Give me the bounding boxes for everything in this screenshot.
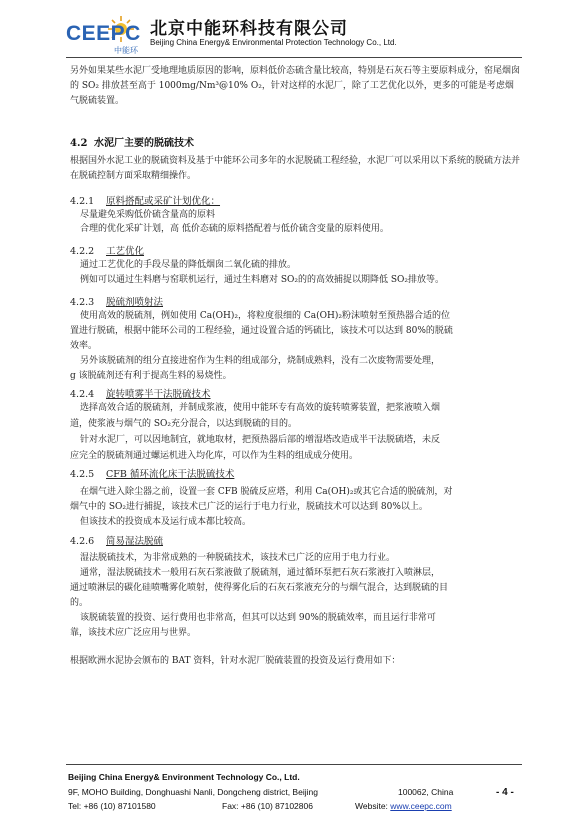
subsection-title: 工艺优化 (106, 246, 145, 257)
website-link[interactable]: www.ceepc.com (390, 801, 452, 811)
intro-paragraph: 另外如果某些水泥厂受地理地质原因的影响，原料低价态硫含量比较高，特别是石灰石等主要原料成分，窑尾烟囱的 SO₂ 排放甚至高于 1000mg/Nm³@10% O₂，针对这样的水泥厂，除了工艺优化以外，更多的可能是考虑烟气脱硫装置。 (70, 66, 521, 106)
subsection-heading (70, 386, 211, 400)
subsection-title: 旋转喷雾半干法脱硫技术 (106, 389, 211, 400)
text-line: 的。 (70, 598, 89, 608)
subsection-number: 4.2.3 (70, 297, 95, 308)
text-line: 道，使浆液与烟气的 SO₂充分混合，以达到脱硫的目的。 (70, 419, 298, 429)
subsection-title: 原料搭配或采矿计划优化： (106, 196, 221, 207)
text-line: 选择高效合适的脱硫剂，并制成浆液，使用中能环专有高效的旋转喷雾装置，把浆液喷入烟 (80, 403, 441, 413)
subsection-number: 4.2.1 (70, 196, 95, 207)
subsection-number: 4.2.6 (70, 536, 95, 547)
text-line: 例如可以通过生料磨与窑联机运行，通过生料磨对 SO₂的的高效捕捉以期降低 SO₂排放等。 (80, 275, 445, 285)
logo-text: CEEPC (66, 22, 141, 45)
section-title: 水泥厂主要的脱硫技术 (94, 138, 194, 149)
footer-address: 9F, MOHO Building, Donghuashi Nanli, Dongcheng district, Beijing (68, 787, 318, 797)
subsection-title: 脱硫剂喷射法 (106, 297, 164, 308)
closing-line: 根据欧洲水泥协会颁布的 BAT 资料，针对水泥厂脱硫装置的投资及运行费用如下： (70, 656, 401, 666)
subsection-heading (70, 294, 163, 308)
subsection-heading (70, 243, 144, 257)
footer-divider (66, 764, 522, 765)
text-line: 烟气中的 SO₂进行捕捉，该技术已广泛的运行于电力行业，脱硫技术可以达到 80%以上。 (70, 502, 428, 512)
subsection-heading (70, 193, 220, 207)
company-name-en: Beijing China Energy& Environmental Protection Technology Co., Ltd. (150, 38, 397, 47)
text-line: 该脱硫装置的投资、运行费用也非常高，但其可以达到 90%的脱硫效率，而且运行非常可 (80, 613, 436, 623)
subsection-heading (70, 533, 163, 547)
page-number: - 4 - (496, 787, 514, 798)
text-line: 通过喷淋层的碳化硅喷嘴雾化喷射，使得雾化后的石灰石浆液充分的与烟气混合，达到脱硫的目 (70, 583, 449, 593)
text-line: 但该技术的投资成本及运行成本都比较高。 (80, 517, 252, 527)
footer-postal: 100062, China (398, 787, 454, 797)
text-line: 针对水泥厂，可以因地制宜，就地取材，把预热器后部的增湿塔改造成半干法脱硫塔，未反 (80, 435, 441, 445)
text-line: 合理的优化采矿计划，高 低价态硫的原料搭配着与低价硫含变量的原料使用。 (80, 224, 389, 234)
text-line: 尽量避免采购低价硫含量高的原料 (80, 210, 216, 220)
section-number: 4.2 (70, 138, 88, 149)
subsection-title: 简易湿法脱硫 (106, 536, 164, 547)
subsection-heading (70, 466, 234, 480)
text-line: g 该脱硫剂还有利于提高生料的易烧性。 (70, 371, 232, 381)
text-line: 置进行脱硫，根据中能环公司的工程经验，通过设置合适的钙硫比，该技术可以达到 80%的脱硫 (70, 326, 453, 336)
subsection-number: 4.2.5 (70, 469, 95, 480)
company-name-cn: 北京中能环科技有限公司 (150, 19, 348, 39)
footer-fax: Fax: +86 (10) 87102806 (222, 801, 313, 811)
website-label: Website: (355, 801, 388, 811)
text-line: 使用高效的脱硫剂，例如使用 Ca(OH)₂，将粒度很细的 Ca(OH)₂粉沫喷射至预热器合适的位 (80, 311, 450, 321)
section-intro: 根据国外水泥工业的脱硫资料及基于中能环公司多年的水泥脱硫工程经验，水泥厂可以采用以下系统的脱硫方法并在脱硫控制方面采取精细操作。 (70, 156, 521, 181)
section-heading (70, 134, 194, 149)
subsection-title: CFB 循环流化床干法脱硫技术 (106, 469, 235, 480)
footer-website (355, 801, 452, 811)
footer-tel: Tel: +86 (10) 87101580 (68, 801, 156, 811)
text-line: 应完全的脱硫剂通过螺运机进入均化库，可以作为生料的组成成分使用。 (70, 451, 359, 461)
subsection-number: 4.2.4 (70, 389, 95, 400)
text-line: 通过工艺优化的手段尽量的降低烟囱二氧化硫的排放。 (80, 260, 297, 270)
text-line: 在烟气进入除尘器之前，设置一套 CFB 脱硫反应塔，利用 Ca(OH)₂或其它合适的脱硫剂，对 (80, 487, 453, 497)
text-line: 通常，湿法脱硫技术一般用石灰石浆液做了脱硫剂，通过循环泵把石灰石浆液打入喷淋层， (80, 568, 441, 578)
company-logo (66, 14, 150, 56)
footer-company: Beijing China Energy& Environment Technology Co., Ltd. (68, 772, 300, 782)
text-line: 另外该脱硫剂的组分直接进窑作为生料的组成部分，烧制成熟料，没有二次废物需要处理， (80, 356, 441, 366)
subsection-number: 4.2.2 (70, 246, 95, 257)
header-divider (66, 57, 522, 58)
logo-subtext: 中能环 (114, 46, 138, 55)
text-line: 靠，该技术应广泛应用与世界。 (70, 628, 197, 638)
text-line: 效率。 (70, 341, 98, 351)
text-line: 湿法脱硫技术，为非常成熟的一种脱硫技术，该技术已广泛的应用于电力行业。 (80, 553, 396, 563)
